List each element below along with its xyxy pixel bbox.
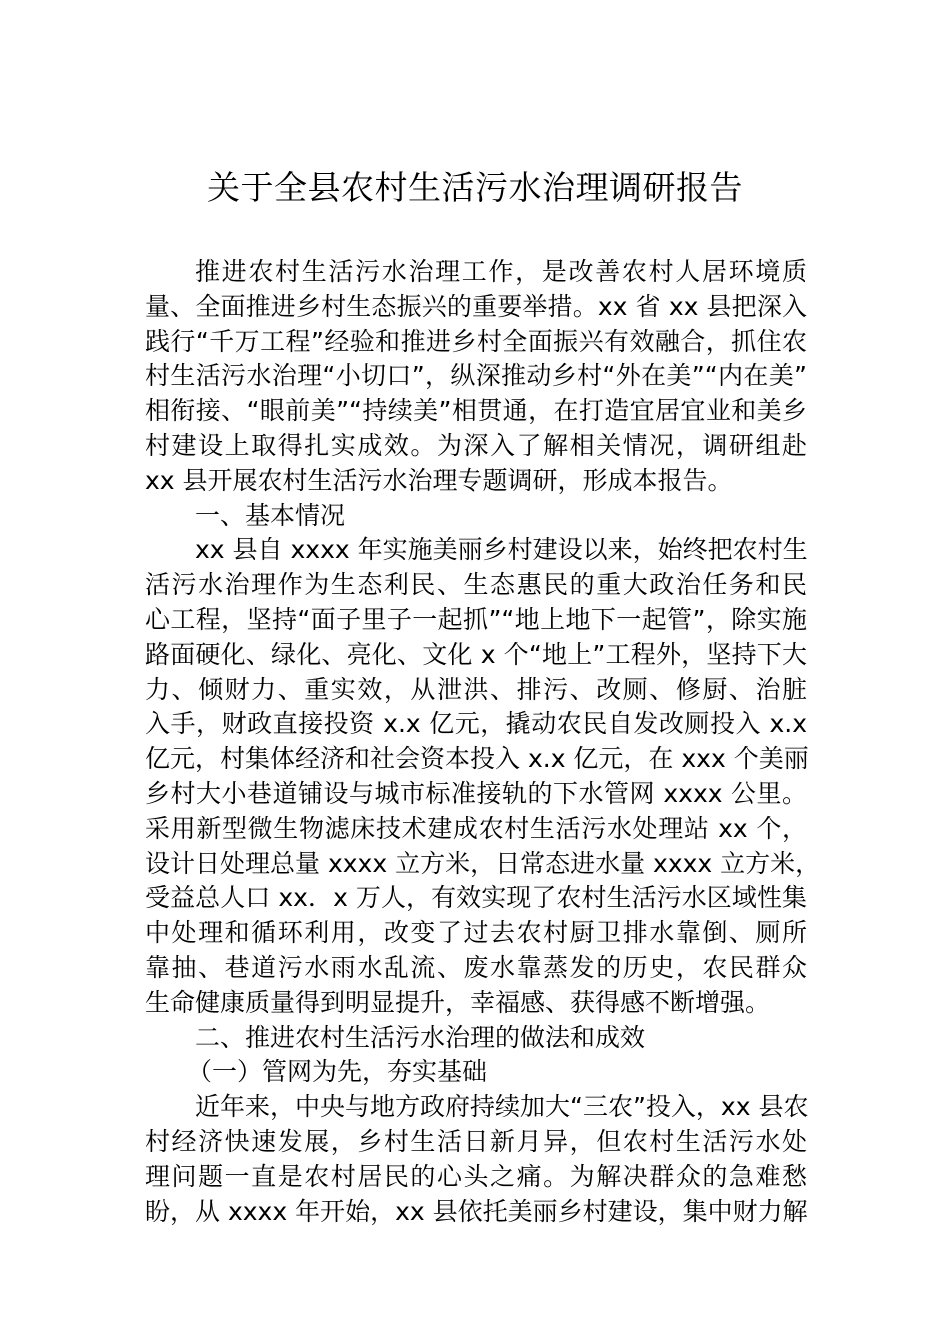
text-line: 中处理和循环利用，改变了过去农村厨卫排水靠倒、厕所: [145, 918, 807, 948]
text-line: 活污水治理作为生态利民、生态惠民的重大政治任务和民: [145, 570, 807, 600]
text-line: 量、全面推进乡村生态振兴的重要举措。xx 省 xx 县把深入: [145, 291, 807, 321]
text-line: 乡村大小巷道铺设与城市标准接轨的下水管网 xxxx 公里。: [145, 778, 807, 808]
text-line: 采用新型微生物滤床技术建成农村生活污水处理站 xx 个，: [145, 813, 807, 843]
text-line: 近年来，中央与地方政府持续加大“三农”投入，xx 县农: [195, 1092, 809, 1122]
text-line: （一）管网为先，夯实基础: [187, 1057, 488, 1087]
text-line: 村经济快速发展，乡村生活日新月异，但农村生活污水处: [145, 1126, 807, 1156]
text-line: 靠抽、巷道污水雨水乱流、废水靠蒸发的历史，农民群众: [145, 952, 807, 982]
text-line: 相衔接、“眼前美”“持续美”相贯通，在打造宜居宜业和美乡: [145, 396, 807, 426]
text-line: 设计日处理总量 xxxx 立方米，日常态进水量 xxxx 立方米，: [145, 848, 821, 878]
text-line: 村生活污水治理“小切口”，纵深推动乡村“外在美”“内在美”: [145, 361, 807, 391]
text-line: 心工程，坚持“面子里子一起抓”“地上地下一起管”，除实施: [145, 604, 807, 634]
text-line: 亿元，村集体经济和社会资本投入 x.x 亿元，在 xxx 个美丽: [145, 744, 809, 774]
text-line: 村建设上取得扎实成效。为深入了解相关情况，调研组赴: [145, 430, 807, 460]
text-line: 践行“千万工程”经验和推进乡村全面振兴有效融合，抓住农: [145, 326, 807, 356]
document-body: [145, 255, 821, 1229]
text-line: 盼，从 xxxx 年开始，xx 县依托美丽乡村建设，集中财力解: [145, 1196, 808, 1226]
document-title: 关于全县农村生活污水治理调研报告: [207, 168, 743, 207]
text-line: 推进农村生活污水治理工作，是改善农村人居环境质: [195, 257, 807, 286]
text-line: 力、倾财力、重实效，从泄洪、排污、改厕、修厨、治脏: [145, 674, 807, 704]
text-line: 一、基本情况: [195, 500, 346, 530]
text-line: 二、推进农村生活污水治理的做法和成效: [195, 1022, 646, 1052]
text-line: 生命健康质量得到明显提升，幸福感、获得感不断增强。: [145, 987, 771, 1017]
text-line: xx 县开展农村生活污水治理专题调研，形成本报告。: [145, 465, 733, 495]
text-line: xx 县自 xxxx 年实施美丽乡村建设以来，始终把农村生: [195, 535, 808, 565]
text-line: 受益总人口 xx．x 万人，有效实现了农村生活污水区域性集: [145, 883, 807, 913]
text-line: 路面硬化、绿化、亮化、文化 x 个“地上”工程外，坚持下大: [145, 639, 807, 669]
text-line: 入手，财政直接投资 x.x 亿元，撬动农民自发改厕投入 x.x: [145, 709, 807, 739]
text-line: 理问题一直是农村居民的心头之痛。为解决群众的急难愁: [145, 1161, 807, 1191]
